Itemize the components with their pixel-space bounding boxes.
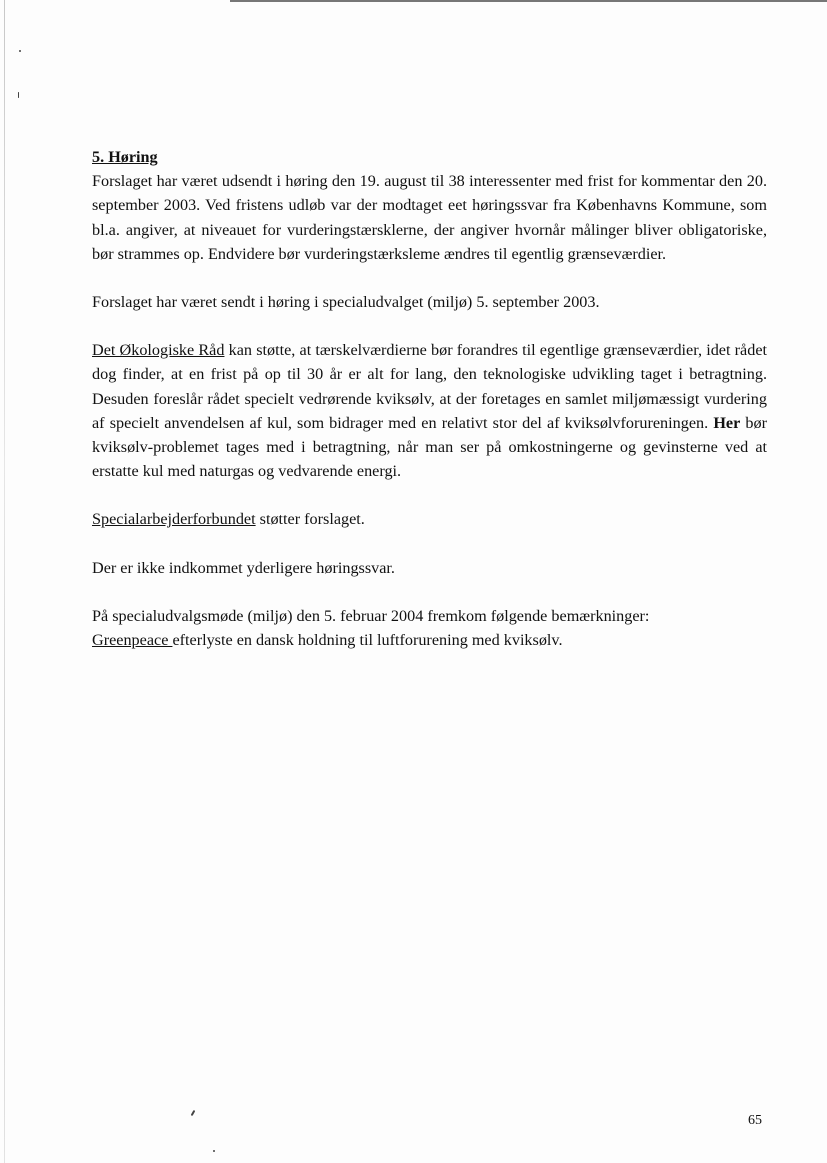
paragraph-no-further-responses: Der er ikke indkommet yderligere høringssvar. xyxy=(92,558,395,577)
scan-speck xyxy=(213,1150,215,1152)
paragraph-committee-hearing: Forslaget har været sendt i høring i specialudvalget (miljø) 5. september 2003. xyxy=(92,293,600,312)
paragraph-text: efterlyste en dansk holdning til luftforurening med kviksølv. xyxy=(172,631,563,650)
paragraph-text: kan støtte, at tærskelværdierne bør forandres til egentlige grænseværdier, idet rådet dog finder, at en frist på op til 30 år er alt for lang, den teknologiske udvikling taget i betragtning. Desuden foreslår rådet specielt vedrørende kviksølv, at der foretages en samlet miljømæssigt vurdering af specielt anvendelsen af kul, som bidrager med en relativt stor del af kviksølvforureningen. xyxy=(92,341,767,432)
emphasis-text: Her xyxy=(713,413,741,432)
organization-name: Specialarbejderforbundet xyxy=(92,510,256,529)
organization-name: Greenpeace xyxy=(92,631,173,650)
section-heading: 5. Høring xyxy=(92,148,158,166)
organization-name: Det Økologiske Råd xyxy=(92,341,225,360)
page-number: 65 xyxy=(748,1113,762,1128)
scan-speck xyxy=(19,50,21,52)
scan-margin-line xyxy=(4,0,5,1163)
scan-edge-line xyxy=(230,0,827,2)
document-body xyxy=(92,145,767,652)
scan-speck xyxy=(18,92,19,98)
scan-speck xyxy=(191,1110,196,1116)
paragraph-union xyxy=(92,507,767,531)
paragraph-ecological-council xyxy=(92,338,767,483)
paragraph-committee-meeting: På specialudvalgsmøde (miljø) den 5. februar 2004 fremkom følgende bemærkninger: xyxy=(92,606,650,625)
paragraph-text: bør kviksølv-problemet tages med i betragtning, når man ser på omkostningerne og gevinsterne ved at erstatte kul med naturgas og vedvarende energi. xyxy=(92,413,768,481)
paragraph-text: støtter forslaget. xyxy=(255,510,365,529)
paragraph-hearing-intro: Forslaget har været udsendt i høring den 19. august til 38 interessenter med frist for kommentar den 20. september 2003. Ved fristens udløb var der modtaget eet høringssvar fra Københavns Kommune, som bl.a. angiver, at niveauet for vurderingstærsklerne, der angiver hvornår målinger bliver obligatoriske, bør strammes op. Endvidere bør vurderingstærksleme ændres til egentlig grænseværdier. xyxy=(92,172,767,263)
paragraph-greenpeace xyxy=(92,628,767,652)
